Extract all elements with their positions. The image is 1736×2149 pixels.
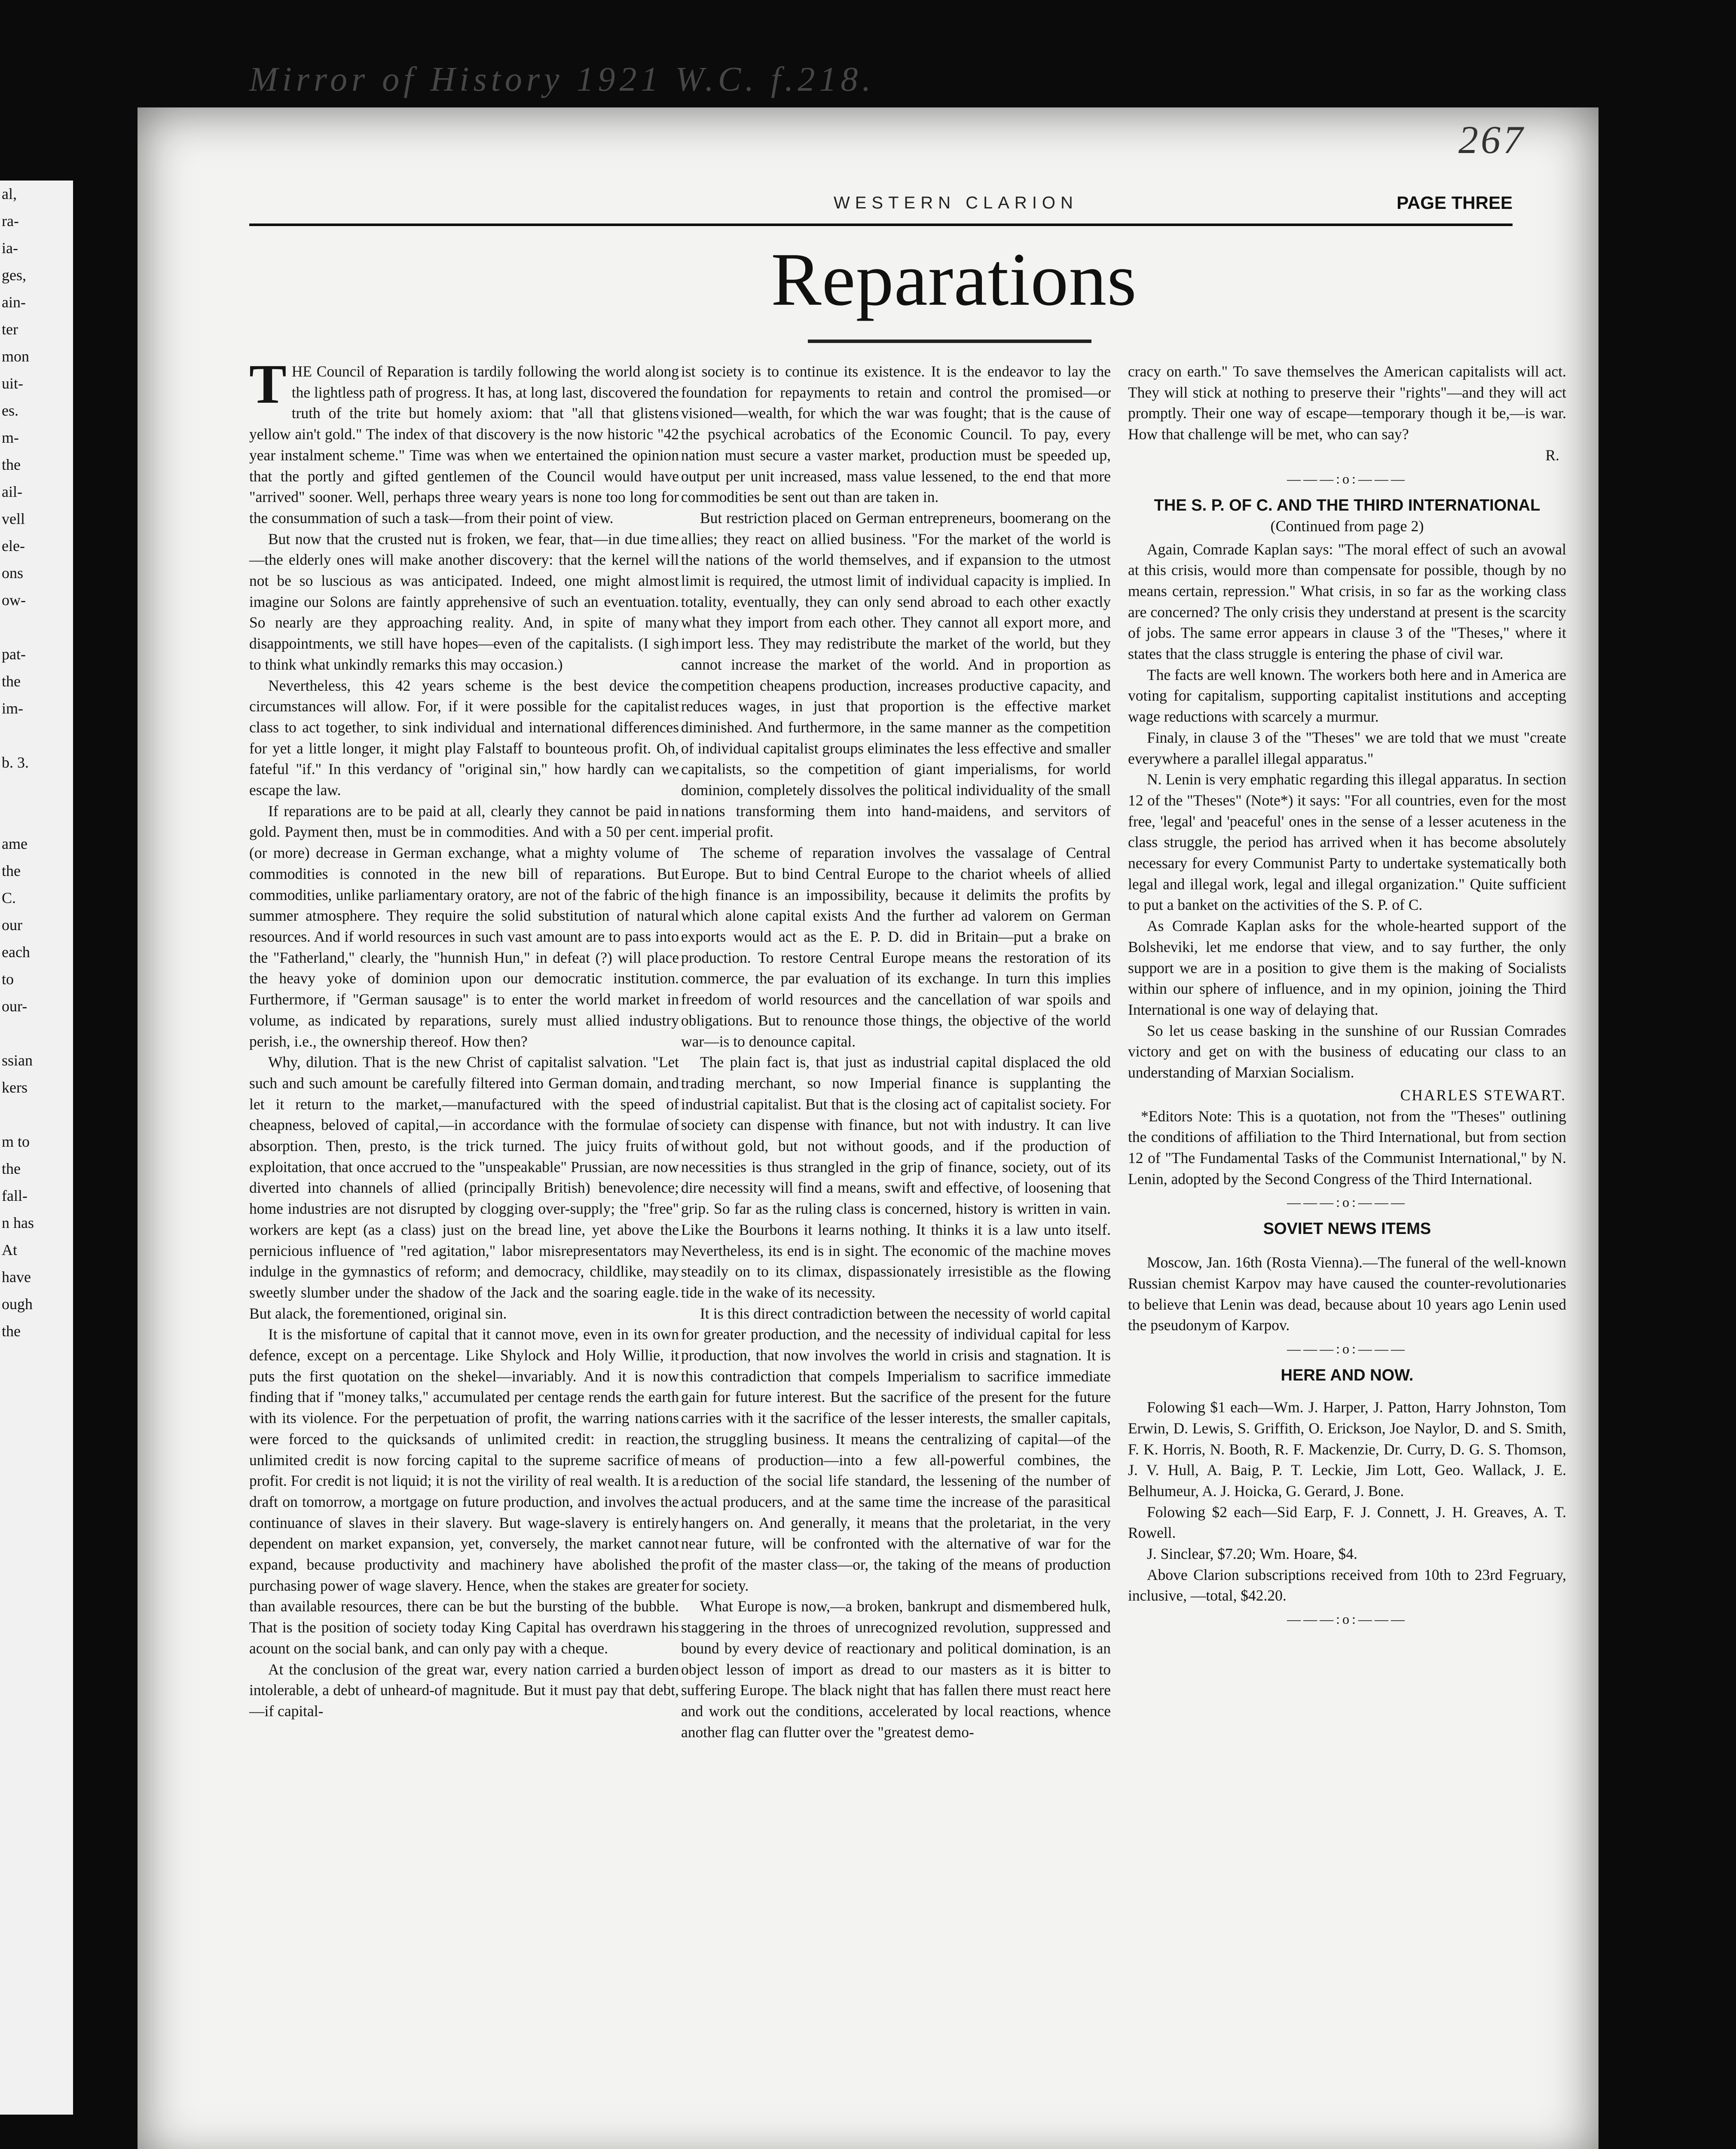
paragraph: If reparations are to be paid at all, clearly they cannot be paid in gold. Payment then, must be in commodities. And with a 50 per cent. (or more) decrease in German exchange, what a mighty volume of commodities is connoted in the new bill of reparations. But commodities, unlike parliamentary oratory, are not of the fabric of the summer atmosphere. They require the solid substitution of natural resources. And if world resources in such vast amount are to pass into the "Fatherland," clearly, the "hunnish Hun," in defeat (?) will place the heavy yoke of dominion upon our democratic institution. Furthermore, if "German sausage" is to enter the world market in volume, as indicated by reparations, surely must allied industry perish, i.e., the ownership thereof. How then? — [249, 802, 679, 1050]
column-3 — [1128, 361, 1566, 1632]
paragraph: ist society is to continue its existence. It is the endeavor to lay the foundation for repayments to retain and control the promised—or visioned—wealth, for which the war was fought; that is the cause of the psychical acrobatics of the Economic Council. To pay, every nation must secure a vaster market, production must be speeded up, output per unit increased, mass value lessened, to the end that more commodities be sent out than are taken in. — [681, 363, 1111, 506]
paragraph: N. Lenin is very emphatic regarding this illegal apparatus. In section 12 of the "Theses" (Note*) it says: "For all countries, even for the most free, 'legal' and 'peaceful' ones in the sense of a lesser acuteness in the class struggle, the period has arrived when it has become absolutely necessary for every Communist Party to undertake systematically both legal and illegal work, legal and illegal organization." Quite sufficient to put a banket on the activities of the S. P. of C. — [1128, 771, 1566, 914]
editors-note: *Editors Note: This is a quotation, not from the "Theses" outlining the conditions of affiliation to the Third International, but from section 12 of "The Fundamental Tasks of the Communist International," by N. Lenin, adopted by the Second Congress of the Third International. — [1128, 1107, 1566, 1188]
fragment-line: uit- — [2, 375, 23, 392]
column-1 — [249, 353, 679, 1722]
paragraph: The scheme of reparation involves the vassalage of Central Europe. But to bind Central Europe to the chariot wheels of allied high finance is an impossibility, because it delimits the profits by which alone capital exists And the further ad valorem on German exports would act as the E. P. D. did in Britain—put a brake on production. To restore Central Europe means the restoration of its commerce, the par evaluation of its exchange. In turn this implies freedom of world resources and the cancellation of war spoils and obligations. But to renounce those things, the objective of the world war—is to denounce capital. — [681, 844, 1111, 1050]
adjacent-page-fragment — [0, 181, 73, 2115]
fragment-line: ra- — [2, 212, 19, 230]
fragment-line: im- — [2, 700, 23, 717]
fragment-line: have — [2, 1268, 31, 1286]
fragment-line: ough — [2, 1295, 33, 1313]
fragment-line: the — [2, 456, 21, 473]
page-number: 267 — [1458, 118, 1525, 162]
fragment-line — [0, 803, 73, 830]
fragment-line: ail- — [2, 483, 22, 500]
section-separator: ———:o:——— — [1287, 1341, 1407, 1357]
fragment-line: vell — [2, 510, 25, 527]
fragment-line — [0, 614, 73, 641]
paragraph: As Comrade Kaplan asks for the whole-hearted support of the Bolsheviki, let me endorse that view, and to say further, the only support we are in a position to give them is the making of Socialists within our sphere of influence, and in my opinion, joining the Third International is one way of delaying that. — [1128, 917, 1566, 1018]
fragment-line: the — [2, 673, 21, 690]
paragraph: cracy on earth." To save themselves the American capitalists will act. They will stick at nothing to preserve their "rights"—and they will act promptly. Their one way of escape—temporary though it be,—is war. How that challenge will be met, who can say? — [1128, 363, 1566, 443]
fragment-line: our- — [2, 998, 28, 1015]
fragment-line: the — [2, 862, 21, 879]
handwritten-annotation: Mirror of History 1921 W.C. f.218. — [249, 61, 875, 98]
fragment-line: es. — [2, 402, 18, 419]
paragraph: What Europe is now,—a broken, bankrupt and dismembered hulk, staggering in the throes of unrecognized revolution, suppressed and bound by every device of reactionary and political domination, is an object lesson of import as dread to our masters as it is bitter to suffering Europe. The black night that has fallen there must react here and work out the conditions, accelerated by local reactions, whence another flag can flutter over the "greatest demo- — [681, 1598, 1111, 1741]
section-title: HERE AND NOW. — [1281, 1366, 1414, 1385]
fragment-line: C. — [2, 889, 16, 906]
paragraph: It is this direct contradiction between the necessity of world capital for greater production, and the necessity of individual capital for less production, that now involves the world in crisis and stagnation. It is this contradiction that compels Imperialism to sacrifice immediate gain for future interest. But the sacrifice of the present for the future carries with it the sacrifice of the lesser interests, the smaller capitals, the struggling business. It means the centralizing of capital—of the means of production—into a few all-powerful combines, the reduction of the social life standard, the lessening of the number of actual producers, and at the same time the increase of the parasitical hangers on. And generally, it means that the proletariat, in the very near future, will be confronted with the alternative of war for the profit of the master class—or, the taking of the means of production for society. — [681, 1304, 1111, 1594]
running-header — [249, 189, 1513, 226]
paragraph: But restriction placed on German entrepreneurs, boomerang on the allies; they react on allied business. "For the market of the world is the nations of the world themselves, and if expansion to the utmost limit is required, the utmost limit of individual capacity is implied. In totality, eventually, they can only send abroad to each other exactly what they import from each other. They cannot all export more, and import less. They may redistribute the market of the world, but they cannot increase the market of the world. And in proportion as competition cheapens production, increases productive capacity, and reduces wages, in just that proportion is the effective market diminished. And furthermore, in the same manner as the competition of individual capitalist groups eliminates the less effective and smaller capitalists, so the competition of giant imperialisms, for world dominion, completely dissolves the political individuality of the small nations transforming them into hand-maidens, and servitors of imperial profit. — [681, 509, 1111, 841]
section-separator: ———:o:——— — [1287, 1611, 1407, 1627]
fragment-line — [0, 776, 73, 803]
paragraph: So let us cease basking in the sunshine of our Russian Comrades victory and get on with the business of educating our class to an understanding of Marxian Socialism. — [1128, 1022, 1566, 1081]
fragment-line: ter — [2, 321, 18, 338]
author-name: CHARLES STEWART. — [1400, 1086, 1566, 1104]
paragraph: Why, dilution. That is the new Christ of capitalist salvation. "Let such and such amount be carefully filtered into German domain, and let it return to the market,—manufactured with the speed of cheapness, beloved of capital,—in accordance with the formulae of absorption. Then, presto, is the trick turned. The juicy fruits of exploitation, that once accrued to the "unspeakable" Prussian, are now diverted into channels of allied (principally British) benevolence; home industries are not disrupted by clogging over-supply; the "free" workers are kept (as a class) just on the bread line, yet above the pernicious influence of "red agitation," labor misrepresentators may indulge in the gymnastics of reform; and democracy, childlike, may sweetly slumber under the shadow of the Jack and the soaring eagle. But alack, the forementioned, original sin. — [249, 1053, 679, 1322]
paragraph: Folowing $2 each—Sid Earp, F. J. Connett, J. H. Greaves, A. T. Rowell. — [1128, 1503, 1566, 1542]
newspaper-page — [138, 61, 1598, 2149]
paragraph: J. Sinclear, $7.20; Wm. Hoare, $4. — [1147, 1545, 1357, 1563]
fragment-line: ame — [2, 835, 28, 852]
paragraph: Above Clarion subscriptions received from 10th to 23rd Fegruary, inclusive, —total, $42.20. — [1128, 1566, 1566, 1604]
fragment-line: n has — [2, 1214, 34, 1231]
fragment-line: kers — [2, 1079, 28, 1096]
fragment-line: each — [2, 943, 30, 961]
article-title: Reparations — [771, 238, 1137, 321]
paragraph: Finaly, in clause 3 of the "Theses" we are told that we must "create everywhere a parallel illegal apparatus." — [1128, 729, 1566, 767]
section-title: THE S. P. OF C. AND THE THIRD INTERNATIONAL — [1154, 496, 1540, 514]
fragment-line — [0, 1101, 73, 1128]
paper-name: WESTERN CLARION — [834, 193, 1078, 212]
paragraph: But now that the crusted nut is froken, we fear, that—in due time—the elderly ones will make another discovery: that the kernel will not be so luscious as was anticipated. Indeed, one might almost imagine our Solons are faintly apprehensive of such an eventuation. So nearly are they approaching reality. And, in spite of many disappointments, we still have hopes—even of the capitalists. (I sigh to think what unkindly remarks this may occasion.) — [249, 530, 679, 673]
section-title: SOVIET NEWS ITEMS — [1263, 1220, 1431, 1238]
paragraph: Again, Comrade Kaplan says: "The moral effect of such an avowal at this crisis, would more than compensate for possible, though by no means certain, repression." What crisis, in so far as the working class are concerned? The only crisis they understand at present is the scarcity of jobs. The same error appears in clause 3 of the "Theses," where it states that the class struggle is entering the phase of civil war. — [1128, 540, 1566, 663]
fragment-line: ges, — [2, 266, 26, 284]
fragment-line: m to — [2, 1133, 30, 1150]
fragment-line: ain- — [2, 294, 26, 311]
fragment-line: m- — [2, 429, 19, 446]
fragment-line: ons — [2, 564, 24, 582]
fragment-line: mon — [2, 348, 30, 365]
paragraph: At the conclusion of the great war, every nation carried a burden intolerable, a debt of unheard-of magnitude. But it must pay that debt,—if capital- — [249, 1660, 679, 1720]
section-separator: ———:o:——— — [1287, 471, 1407, 487]
paragraph: Moscow, Jan. 16th (Rosta Vienna).—The funeral of the well-known Russian chemist Karpov may have caused the counter-revolutionaries to believe that Lenin was dead, because about 10 years ago Lenin used the pseudonym of Karpov. — [1128, 1254, 1566, 1334]
drop-cap: T — [249, 353, 287, 415]
fragment-line: ele- — [2, 537, 25, 554]
paragraph: Nevertheless, this 42 years scheme is the best device the circumstances will allow. For, if it were possible for the capitalist class to act together, to sink individual and international differences for yet a little longer, it might play Falstaff to bounteous profit. Oh, fateful "if." In this verdancy of "original sin," how hardly can we escape the law. — [249, 677, 679, 799]
column-2 — [681, 361, 1111, 1742]
fragment-line: to — [2, 970, 14, 988]
fragment-line: the — [2, 1160, 21, 1177]
fragment-line — [0, 722, 73, 749]
title-rule — [808, 340, 1091, 343]
article-signature: R. — [1545, 446, 1559, 464]
paragraph: Folowing $1 each—Wm. J. Harper, J. Patton, Harry Johnston, Tom Erwin, D. Lewis, S. Griffith, O. Erickson, Joe Naylor, D. and S. Smith, F. K. Horris, N. Booth, R. F. Mackenzie, Dr. Curry, D. G. S. Thomson, J. V. Hull, A. Baig, P. T. Leckie, Jim Lott, Geo. Wallack, J. E. Belhumeur, A. J. Hoicka, G. Gerard, J. Bone. — [1128, 1399, 1566, 1500]
section-separator: ———:o:——— — [1287, 1194, 1407, 1210]
paragraph: It is the misfortune of capital that it cannot move, even in its own defence, except on a percentage. Like Shylock and Holy Willie, it puts the first quotation on the shekel—invariably. And it is now finding that if "money talks," accumulated per centage rends the earth with its violence. For the perpetuation of profit, the warring nations were forced to the quicksands of unlimited credit: in reaction, unlimited credit is now forcing capital to the supreme sacrifice of profit. For credit is not liquid; it is not the virility of real wealth. It is a draft on tomorrow, a mortgage on future production, and involves the continuance of slaves in their slavery. But wage-slavery is entirely dependent on market expansion, yet, conversely, the market cannot expand, because productivity and machinery have abolished the purchasing power of wage slavery. Hence, when the stakes are greater than available resources, there can be but the bursting of the bubble. That is the position of society today King Capital has overdrawn his acount on the social bank, and can only pay with a cheque. — [249, 1326, 679, 1657]
fragment-line: our — [2, 916, 22, 934]
paragraph: The facts are well known. The workers both here and in America are voting for capitalism, supporting capitalist institutions and accepting wage reductions with scarcely a murmur. — [1128, 666, 1566, 726]
fragment-line: ia- — [2, 239, 18, 257]
fragment-line: the — [2, 1322, 21, 1340]
fragment-line: pat- — [2, 646, 26, 663]
fragment-line: fall- — [2, 1187, 28, 1204]
fragment-line: al, — [2, 185, 17, 202]
continued-note: (Continued from page 2) — [1270, 517, 1424, 535]
fragment-line — [0, 1020, 73, 1047]
fragment-line: At — [2, 1241, 17, 1258]
page-label: PAGE THREE — [1397, 193, 1513, 213]
fragment-line: ssian — [2, 1052, 33, 1069]
paragraph: THE Council of Reparation is tardily following the world along the lightless path of progress. It has, at long last, discovered the truth of the trite but homely axiom: that "all that glistens yellow ain't gold." The index of that discovery is the now historic "42 year instalment scheme." Time was when we entertained the opinion that the portly and gifted gentlemen of the Council would have "arrived" sooner. Well, perhaps three weary years is none too long for the consummation of such a task—from their point of view. — [249, 353, 679, 527]
fragment-line: ow- — [2, 591, 26, 609]
paragraph: The plain fact is, that just as industrial capital displaced the old trading merchant, so now Imperial finance is supplanting the industrial capitalist. But that is the closing act of capitalist society. For society can dispense with finance, but not with industry. It can live without gold, but not without goods, and if the production of necessities is thus strangled in the grip of finance, society, out of its dire necessity will find a means, swift and effective, of loosening that grip. So far as the ruling class is concerned, history is written in vain. Like the Bourbons it learns nothing. It thinks it is a law unto itself. Nevertheless, its end is in sight. The economic of the machine moves steadily on to its climax, dispassionately irresistible as the flowing tide in the wake of its necessity. — [681, 1053, 1111, 1301]
fragment-line: b. 3. — [2, 754, 29, 771]
